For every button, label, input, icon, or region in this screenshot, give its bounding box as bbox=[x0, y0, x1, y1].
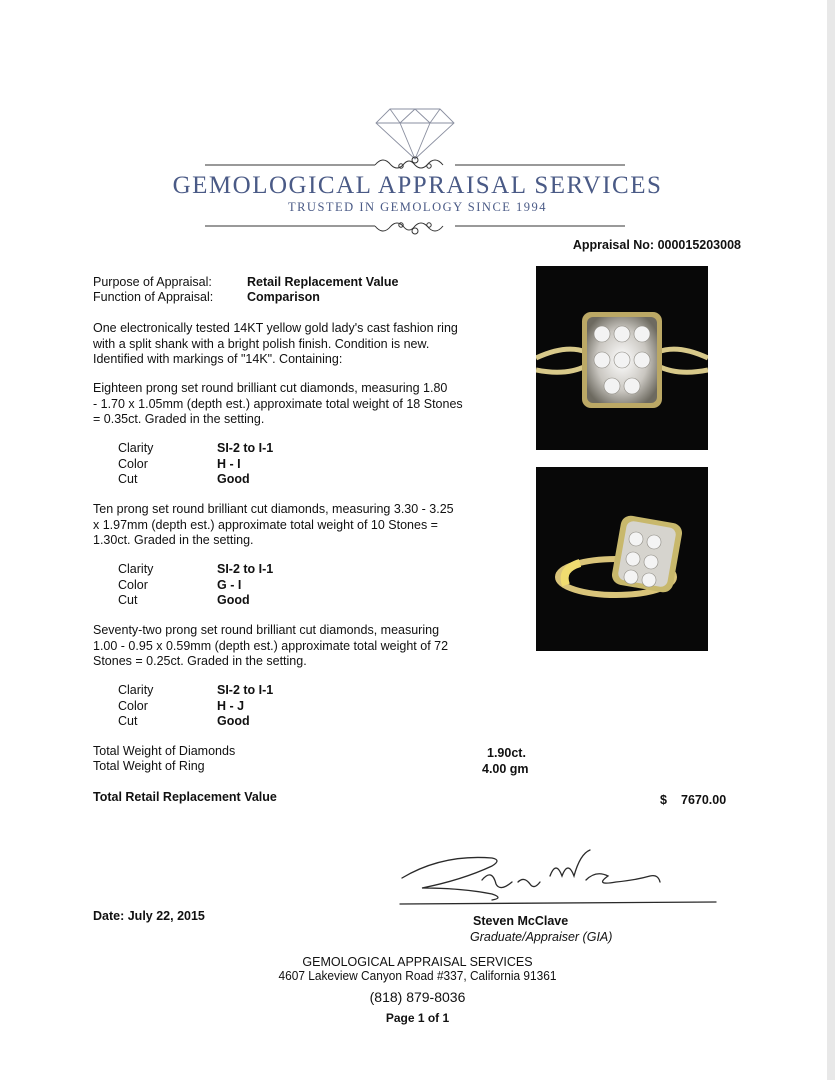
appraisal-date: Date: July 22, 2015 bbox=[93, 909, 205, 923]
description-line: Identified with markings of "14K". Containing: bbox=[93, 352, 343, 366]
stone-group-line: 1.30ct. Graded in the setting. bbox=[93, 533, 254, 547]
purpose-value: Retail Replacement Value bbox=[247, 275, 399, 289]
total-diamonds-label: Total Weight of Diamonds bbox=[93, 744, 236, 758]
color-value: G - I bbox=[217, 577, 242, 592]
grade-values bbox=[217, 441, 273, 488]
cut-label: Cut bbox=[118, 593, 138, 607]
color-label: Color bbox=[118, 698, 148, 713]
color-value: H - I bbox=[217, 456, 241, 471]
stone-group-line: Seventy-two prong set round brilliant cut diamonds, measuring bbox=[93, 623, 440, 637]
footer-company: GEMOLOGICAL APPRAISAL SERVICES bbox=[302, 955, 533, 969]
stone-group-line: - 1.70 x 1.05mm (depth est.) approximate total weight of 18 Stones bbox=[93, 396, 463, 411]
clarity-value: SI-2 to I-1 bbox=[217, 683, 274, 697]
clarity-value: SI-2 to I-1 bbox=[217, 441, 274, 455]
ornament-divider-icon bbox=[205, 216, 625, 238]
ornament-divider-icon bbox=[205, 152, 625, 174]
scan-edge bbox=[827, 0, 835, 1080]
footer-phone: (818) 879-8036 bbox=[369, 989, 466, 1005]
ring-side-view-image bbox=[536, 467, 708, 651]
grade-values bbox=[217, 562, 273, 609]
grade-labels bbox=[118, 683, 153, 730]
description-line: One electronically tested 14KT yellow gold lady's cast fashion ring bbox=[93, 321, 458, 335]
purpose-label: Purpose of Appraisal: bbox=[93, 275, 212, 289]
grade-labels bbox=[118, 441, 153, 488]
stone-group-line: = 0.35ct. Graded in the setting. bbox=[93, 412, 265, 426]
signer-name: Steven McClave bbox=[473, 914, 569, 928]
ring-photo-top bbox=[536, 266, 708, 450]
stone-group-line: x 1.97mm (depth est.) approximate total weight of 10 Stones = bbox=[93, 517, 438, 532]
cut-value: Good bbox=[217, 593, 250, 607]
stone-group-line: Stones = 0.25ct. Graded in the setting. bbox=[93, 654, 307, 668]
description-line: with a split shank with a bright polish finish. Condition is new. bbox=[93, 336, 430, 351]
total-ring-label: Total Weight of Ring bbox=[93, 759, 205, 773]
total-ring-value: 4.00 gm bbox=[482, 762, 529, 776]
retail-currency: $ bbox=[660, 793, 667, 807]
cut-value: Good bbox=[217, 714, 250, 728]
grade-labels bbox=[118, 562, 153, 609]
company-tagline: TRUSTED IN GEMOLOGY SINCE 1994 bbox=[287, 200, 548, 214]
clarity-label: Clarity bbox=[118, 562, 154, 576]
stone-group-description bbox=[93, 502, 513, 549]
grade-values bbox=[217, 683, 273, 730]
total-diamonds-value: 1.90ct. bbox=[487, 746, 526, 760]
retail-value-label: Total Retail Replacement Value bbox=[93, 790, 277, 804]
page-number: Page 1 of 1 bbox=[385, 1011, 450, 1025]
cut-label: Cut bbox=[118, 472, 138, 486]
stone-group-line: Ten prong set round brilliant cut diamonds, measuring 3.30 - 3.25 bbox=[93, 502, 454, 516]
company-title: GEMOLOGICAL APPRAISAL SERVICES bbox=[172, 172, 663, 199]
stone-group-line: Eighteen prong set round brilliant cut diamonds, measuring 1.80 bbox=[93, 381, 448, 395]
clarity-value: SI-2 to I-1 bbox=[217, 562, 274, 576]
cut-label: Cut bbox=[118, 714, 138, 728]
function-label: Function of Appraisal: bbox=[93, 290, 214, 304]
appraisal-number: Appraisal No: 000015203008 bbox=[572, 238, 741, 252]
retail-value: 7670.00 bbox=[681, 793, 727, 807]
stone-group-line: 1.00 - 0.95 x 0.59mm (depth est.) approximate total weight of 72 bbox=[93, 638, 449, 653]
ring-top-view-image bbox=[536, 266, 708, 450]
footer-address: 4607 Lakeview Canyon Road #337, California 91361 bbox=[278, 969, 557, 983]
function-value: Comparison bbox=[247, 290, 320, 304]
signer-title: Graduate/Appraiser (GIA) bbox=[470, 930, 613, 944]
stone-group-description bbox=[93, 623, 513, 670]
color-label: Color bbox=[118, 456, 148, 471]
cut-value: Good bbox=[217, 472, 250, 486]
color-value: H - J bbox=[217, 698, 245, 713]
handwritten-signature bbox=[390, 840, 720, 910]
ring-description bbox=[93, 321, 513, 368]
clarity-label: Clarity bbox=[118, 683, 154, 697]
clarity-label: Clarity bbox=[118, 441, 154, 455]
ring-photo-side bbox=[536, 467, 708, 651]
color-label: Color bbox=[118, 577, 148, 592]
stone-group-description bbox=[93, 381, 513, 428]
